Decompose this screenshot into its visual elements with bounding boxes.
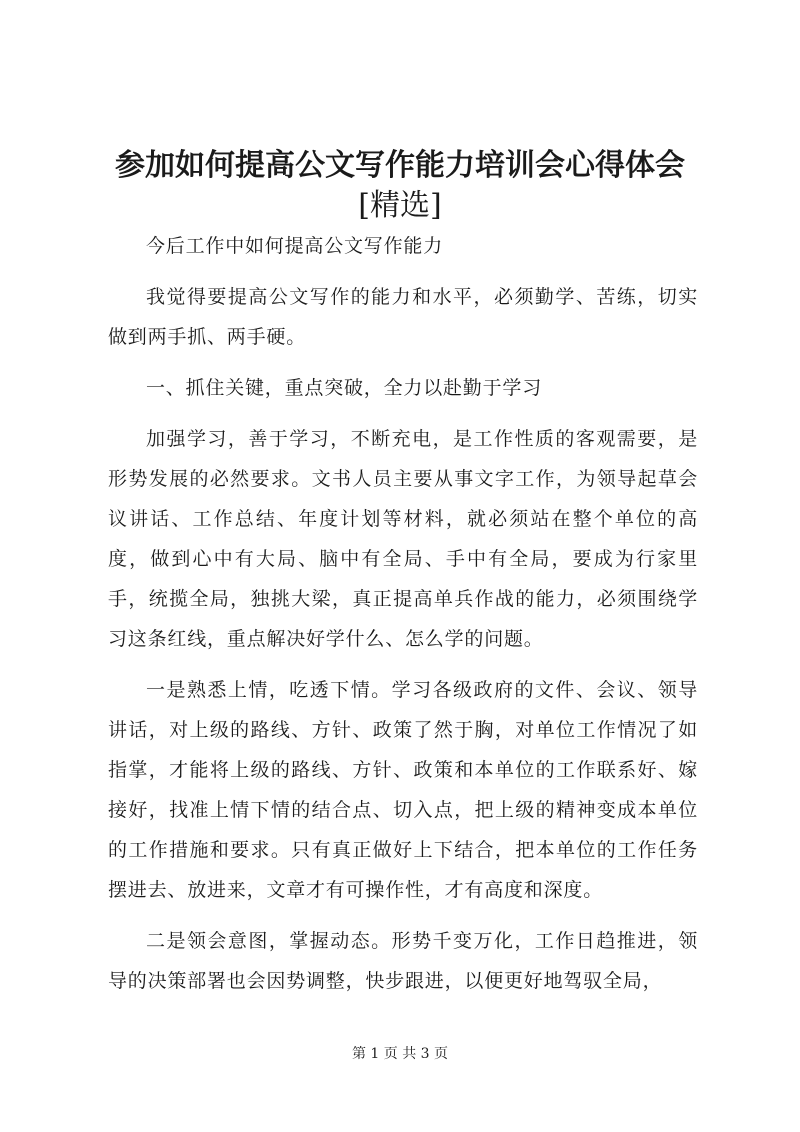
document-body: [108, 226, 698, 1012]
page-number-footer: 第 1 页 共 3 页: [351, 1046, 449, 1062]
document-title-suffix: [精选]: [358, 188, 442, 223]
document-title: 参加如何提高公文写作能力培训会心得体会: [115, 148, 685, 183]
section-heading: 一、抓住关键，重点突破，全力以赴勤于学习: [146, 377, 543, 399]
paragraph: 一是熟悉上情，吃透下情。学习各级政府的文件、会议、领导讲话，对上级的路线、方针、政策了然于胸，对单位工作情况了如指掌，才能将上级的路线、方针、政策和本单位的工作联系好、嫁接好，找准上情下情的结合点、切入点，把上级的精神变成本单位的工作措施和要求。只有真正做好上下结合，把本单位的工作任务摆进去、放进来，文章才有可操作性，才有高度和深度。: [108, 679, 698, 901]
paragraph: 今后工作中如何提高公文写作能力: [146, 235, 444, 257]
paragraph: 加强学习，善于学习，不断充电，是工作性质的客观需要，是形势发展的必然要求。文书人员主要从事文字工作，为领导起草会议讲话、工作总结、年度计划等材料，就必须站在整个单位的高度，做到心中有大局、脑中有全局、手中有全局，要成为行家里手，统揽全局，独挑大梁，真正提高单兵作战的能力，必须围绕学习这条红线，重点解决好学什么、怎么学的问题。: [108, 428, 698, 650]
paragraph: 我觉得要提高公文写作的能力和水平，必须勤学、苦练，切实做到两手抓、两手硬。: [108, 286, 698, 348]
paragraph: 二是领会意图，掌握动态。形势千变万化，工作日趋推进，领导的决策部署也会因势调整，快步跟进，以便更好地驾驭全局，: [108, 930, 698, 992]
